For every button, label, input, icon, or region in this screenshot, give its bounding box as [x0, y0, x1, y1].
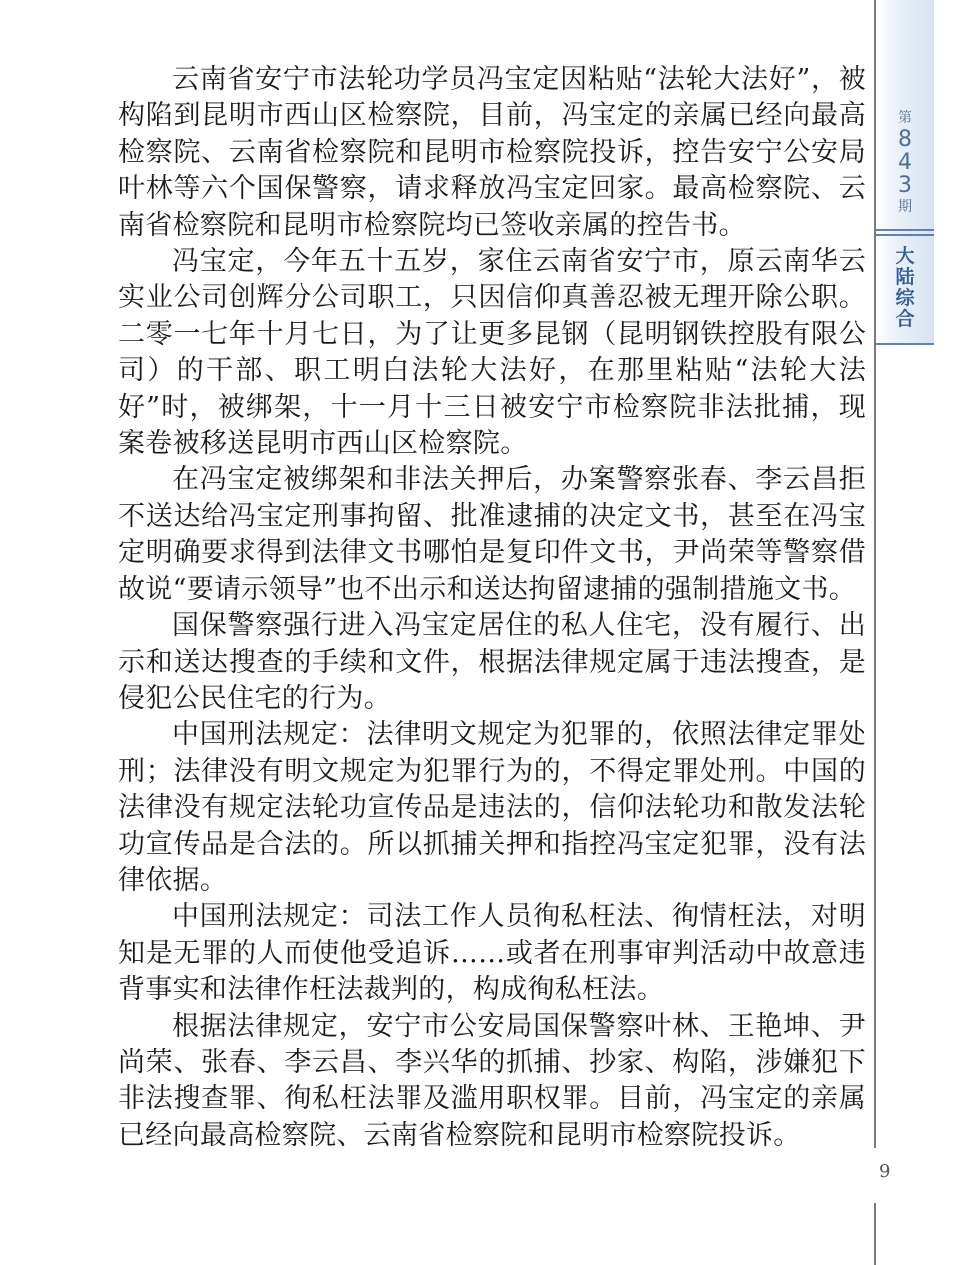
issue-digit: 4 — [898, 150, 912, 175]
paragraph: 云南省安宁市法轮功学员冯宝定因粘贴“法轮大法好”，被构陷到昆明市西山区检察院，目前，冯宝定的亲属已经向最高检察院、云南省检察院和昆明市检察院投诉，控告安宁公安局叶林等六个国保警察，请求释放冯宝定回家。最高检察院、云南省检察院和昆明市检察院均已签收亲属的控告书。 — [118, 64, 866, 241]
issue-number — [898, 128, 912, 197]
section-char: 大 — [895, 245, 915, 267]
issue-digit: 3 — [898, 173, 912, 198]
issue-prefix: 第 — [898, 110, 912, 126]
tab-divider — [876, 229, 934, 231]
paragraph: 国保警察强行进入冯宝定居住的私人住宅，没有履行、出示和送达搜查的手续和文件，根据法律规定属于违法搜查，是侵犯公民住宅的行为。 — [118, 610, 866, 714]
page-number: 9 — [879, 1161, 891, 1182]
section-char: 陆 — [895, 266, 915, 288]
paragraph: 根据法律规定，安宁市公安局国保警察叶林、王艳坤、尹尚荣、张春、李云昌、李兴华的抓捕、抄家、构陷，涉嫌犯下非法搜查罪、徇私枉法罪及滥用职权罪。目前，冯宝定的亲属已经向最高检察院、云南省检察院和昆明市检察院投诉。 — [118, 1010, 866, 1151]
paragraph: 中国刑法规定：司法工作人员徇私枉法、徇情枉法，对明知是无罪的人而使他受追诉……或者在刑事审判活动中故意违背事实和法律作枉法裁判的，构成徇私枉法。 — [118, 901, 866, 1006]
paragraph: 冯宝定，今年五十五岁，家住云南省安宁市，原云南华云实业公司创辉分公司职工，只因信仰真善忍被无理开除公职。二零一七年十月七日，为了让更多昆钢（昆明钢铁控股有限公司）的干部、职工明白法轮大法好，在那里粘贴“法轮大法好”时，被绑架，十一月十三日被安宁市检察院非法批捕，现案卷被移送昆明市西山区检察院。 — [118, 246, 866, 460]
section-char: 综 — [895, 287, 915, 309]
margin-rule-bottom — [874, 1203, 876, 1265]
paragraph: 在冯宝定被绑架和非法关押后，办案警察张春、李云昌拒不送达给冯宝定刑事拘留、批准逮捕的决定文书，甚至在冯宝定明确要求得到法律文书哪怕是复印件文书，尹尚荣等警察借故说“要请示领导”也不出示和送达拘留逮捕的强制措施文书。 — [118, 464, 866, 605]
issue-marker — [876, 108, 934, 217]
section-label — [876, 246, 934, 330]
tab-divider — [876, 234, 934, 236]
section-char: 合 — [895, 308, 915, 330]
issue-digit: 8 — [898, 127, 912, 152]
issue-suffix: 期 — [898, 199, 912, 215]
tab-divider-bottom — [876, 343, 934, 345]
article-body — [118, 62, 866, 1154]
paragraph: 中国刑法规定：法律明文规定为犯罪的，依照法律定罪处刑；法律没有明文规定为犯罪行为的，不得定罪处刑。中国的法律没有规定法轮功宣传品是违法的，信仰法轮功和散发法轮功宣传品是合法的。所以抓捕关押和指控冯宝定犯罪，没有法律依据。 — [118, 719, 866, 896]
